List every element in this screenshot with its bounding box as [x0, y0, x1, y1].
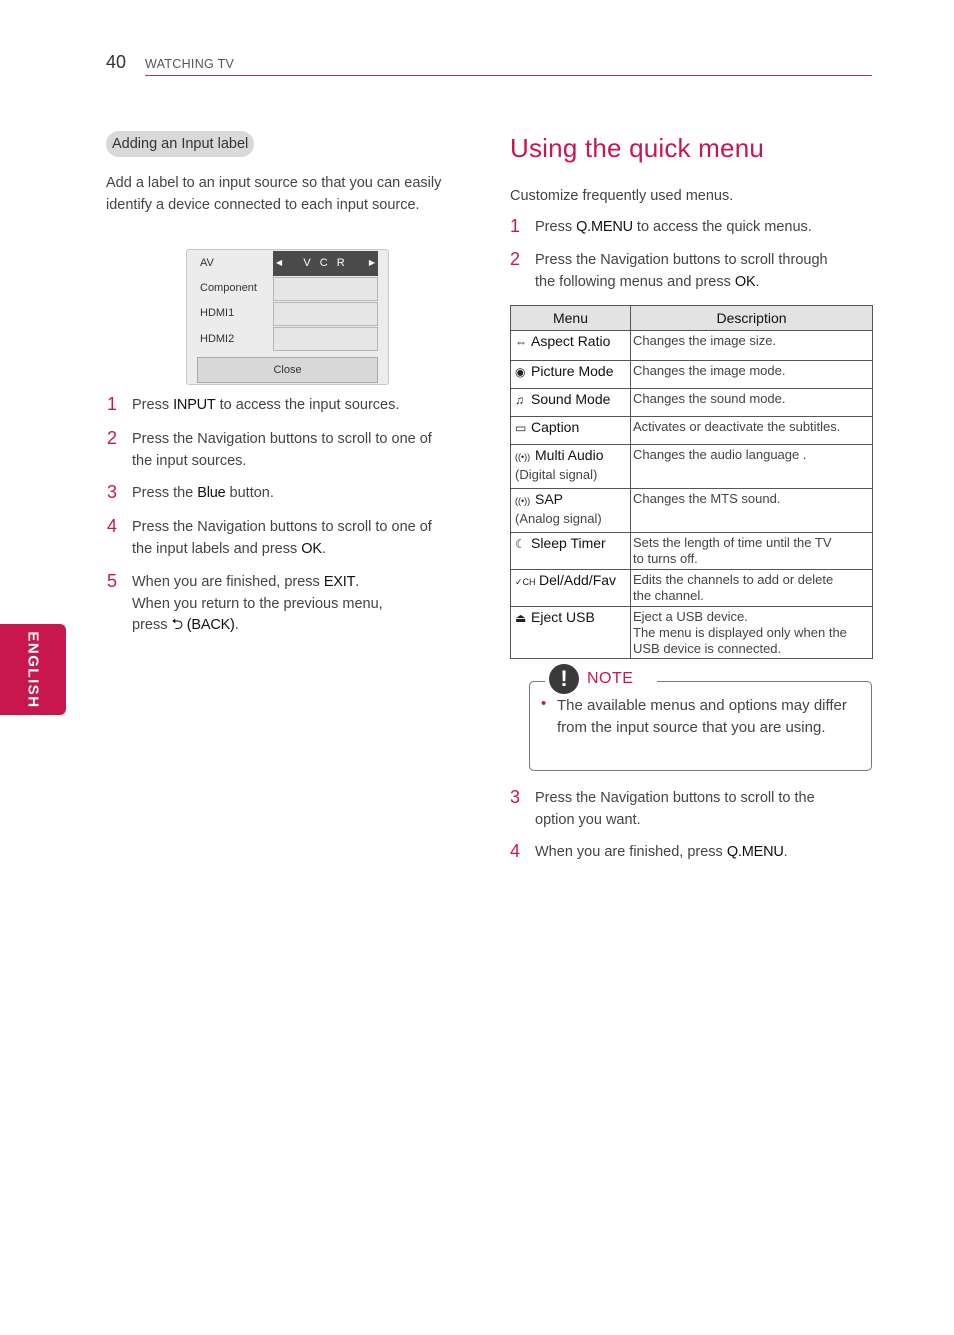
page-number: 40: [106, 52, 127, 72]
sound-mode-icon: ♫: [515, 393, 524, 407]
left-step-2: 2 Press the Navigation buttons to scroll to one of the input sources.: [107, 428, 432, 469]
aspect-ratio-icon: ⇔: [515, 335, 527, 349]
left-step-5: 5 When you are finished, press EXIT. When you return to the previous menu, press ⮌ (BACK).: [107, 571, 383, 633]
right-step-1: 1 Press Q.MENU to access the quick menus.: [510, 216, 812, 236]
osd-close-button[interactable]: Close: [197, 357, 378, 383]
osd-field-hdmi2[interactable]: [273, 327, 378, 351]
table-row: ◉ Picture Mode Changes the image mode.: [511, 361, 873, 389]
input-label-osd: [186, 249, 389, 385]
osd-field-component[interactable]: [273, 277, 378, 301]
left-step-1: 1 Press INPUT to access the input sources.: [107, 394, 400, 414]
table-row: ✓CH Del/Add/Fav Edits the channels to add or delete the channel.: [511, 570, 873, 607]
header-menu: Menu: [511, 306, 631, 331]
sap-icon: ((•)): [515, 496, 531, 506]
note-text: The available menus and options may differ from the input source that you are using.: [557, 697, 847, 736]
table-row: ⏏ Eject USB Eject a USB device. The menu is displayed only when the USB device is connected.: [511, 607, 873, 659]
table-row: ▭ Caption Activates or deactivate the subtitles.: [511, 417, 873, 445]
table-row: ♫ Sound Mode Changes the sound mode.: [511, 389, 873, 417]
arrow-left-icon: ◀: [276, 258, 283, 267]
language-tab: [0, 624, 66, 715]
note-header: [545, 664, 657, 696]
warning-icon: !: [549, 664, 579, 694]
osd-label-hdmi1: HDMI1: [200, 307, 235, 319]
subsection-pill: Adding an Input label: [106, 131, 254, 157]
osd-label-component: Component: [200, 282, 257, 294]
table-row: ⇔ Aspect Ratio Changes the image size.: [511, 331, 873, 361]
multi-audio-icon: ((•)): [515, 452, 531, 462]
section-title: WATCHING TV: [145, 57, 235, 71]
table-row: ☾ Sleep Timer Sets the length of time until the TV to turns off.: [511, 533, 873, 570]
quick-menu-table: [510, 305, 873, 659]
right-step-4: 4 When you are finished, press Q.MENU.: [510, 841, 788, 861]
page-title: Using the quick menu: [510, 133, 765, 163]
right-step-2: 2 Press the Navigation buttons to scroll through the following menus and press OK.: [510, 249, 828, 290]
left-step-4: 4 Press the Navigation buttons to scroll to one of the input labels and press OK.: [107, 516, 432, 557]
header-description: Description: [631, 306, 873, 331]
caption-icon: ▭: [515, 421, 527, 435]
eject-usb-icon: ⏏: [515, 611, 527, 625]
bullet-icon: •: [541, 695, 547, 712]
table-row: ((•)) SAP (Analog signal) Changes the MTS sound.: [511, 489, 873, 533]
right-step-3: 3 Press the Navigation buttons to scroll to the option you want.: [510, 787, 815, 828]
osd-field-hdmi1[interactable]: [273, 302, 378, 326]
table-row: ((•)) Multi Audio (Digital signal) Changes the audio language .: [511, 445, 873, 489]
note-label: NOTE: [587, 670, 634, 687]
osd-selected-value[interactable]: [273, 251, 378, 276]
osd-label-av: AV: [200, 257, 214, 269]
table-header-row: [511, 306, 873, 331]
del-add-fav-icon: ✓CH: [515, 577, 536, 587]
picture-mode-icon: ◉: [515, 365, 526, 379]
arrow-right-icon: ▶: [368, 258, 375, 267]
header-rule: [145, 75, 872, 76]
left-step-3: 3 Press the Blue button.: [107, 482, 274, 502]
left-intro: Add a label to an input source so that you can easily identify a device connected to each input source.: [106, 175, 442, 213]
osd-label-hdmi2: HDMI2: [200, 333, 235, 345]
osd-selected-text: V C R: [303, 257, 348, 269]
sleep-timer-icon: ☾: [515, 537, 526, 551]
right-intro: Customize frequently used menus.: [510, 188, 734, 204]
language-tab-label: ENGLISH: [24, 630, 42, 709]
